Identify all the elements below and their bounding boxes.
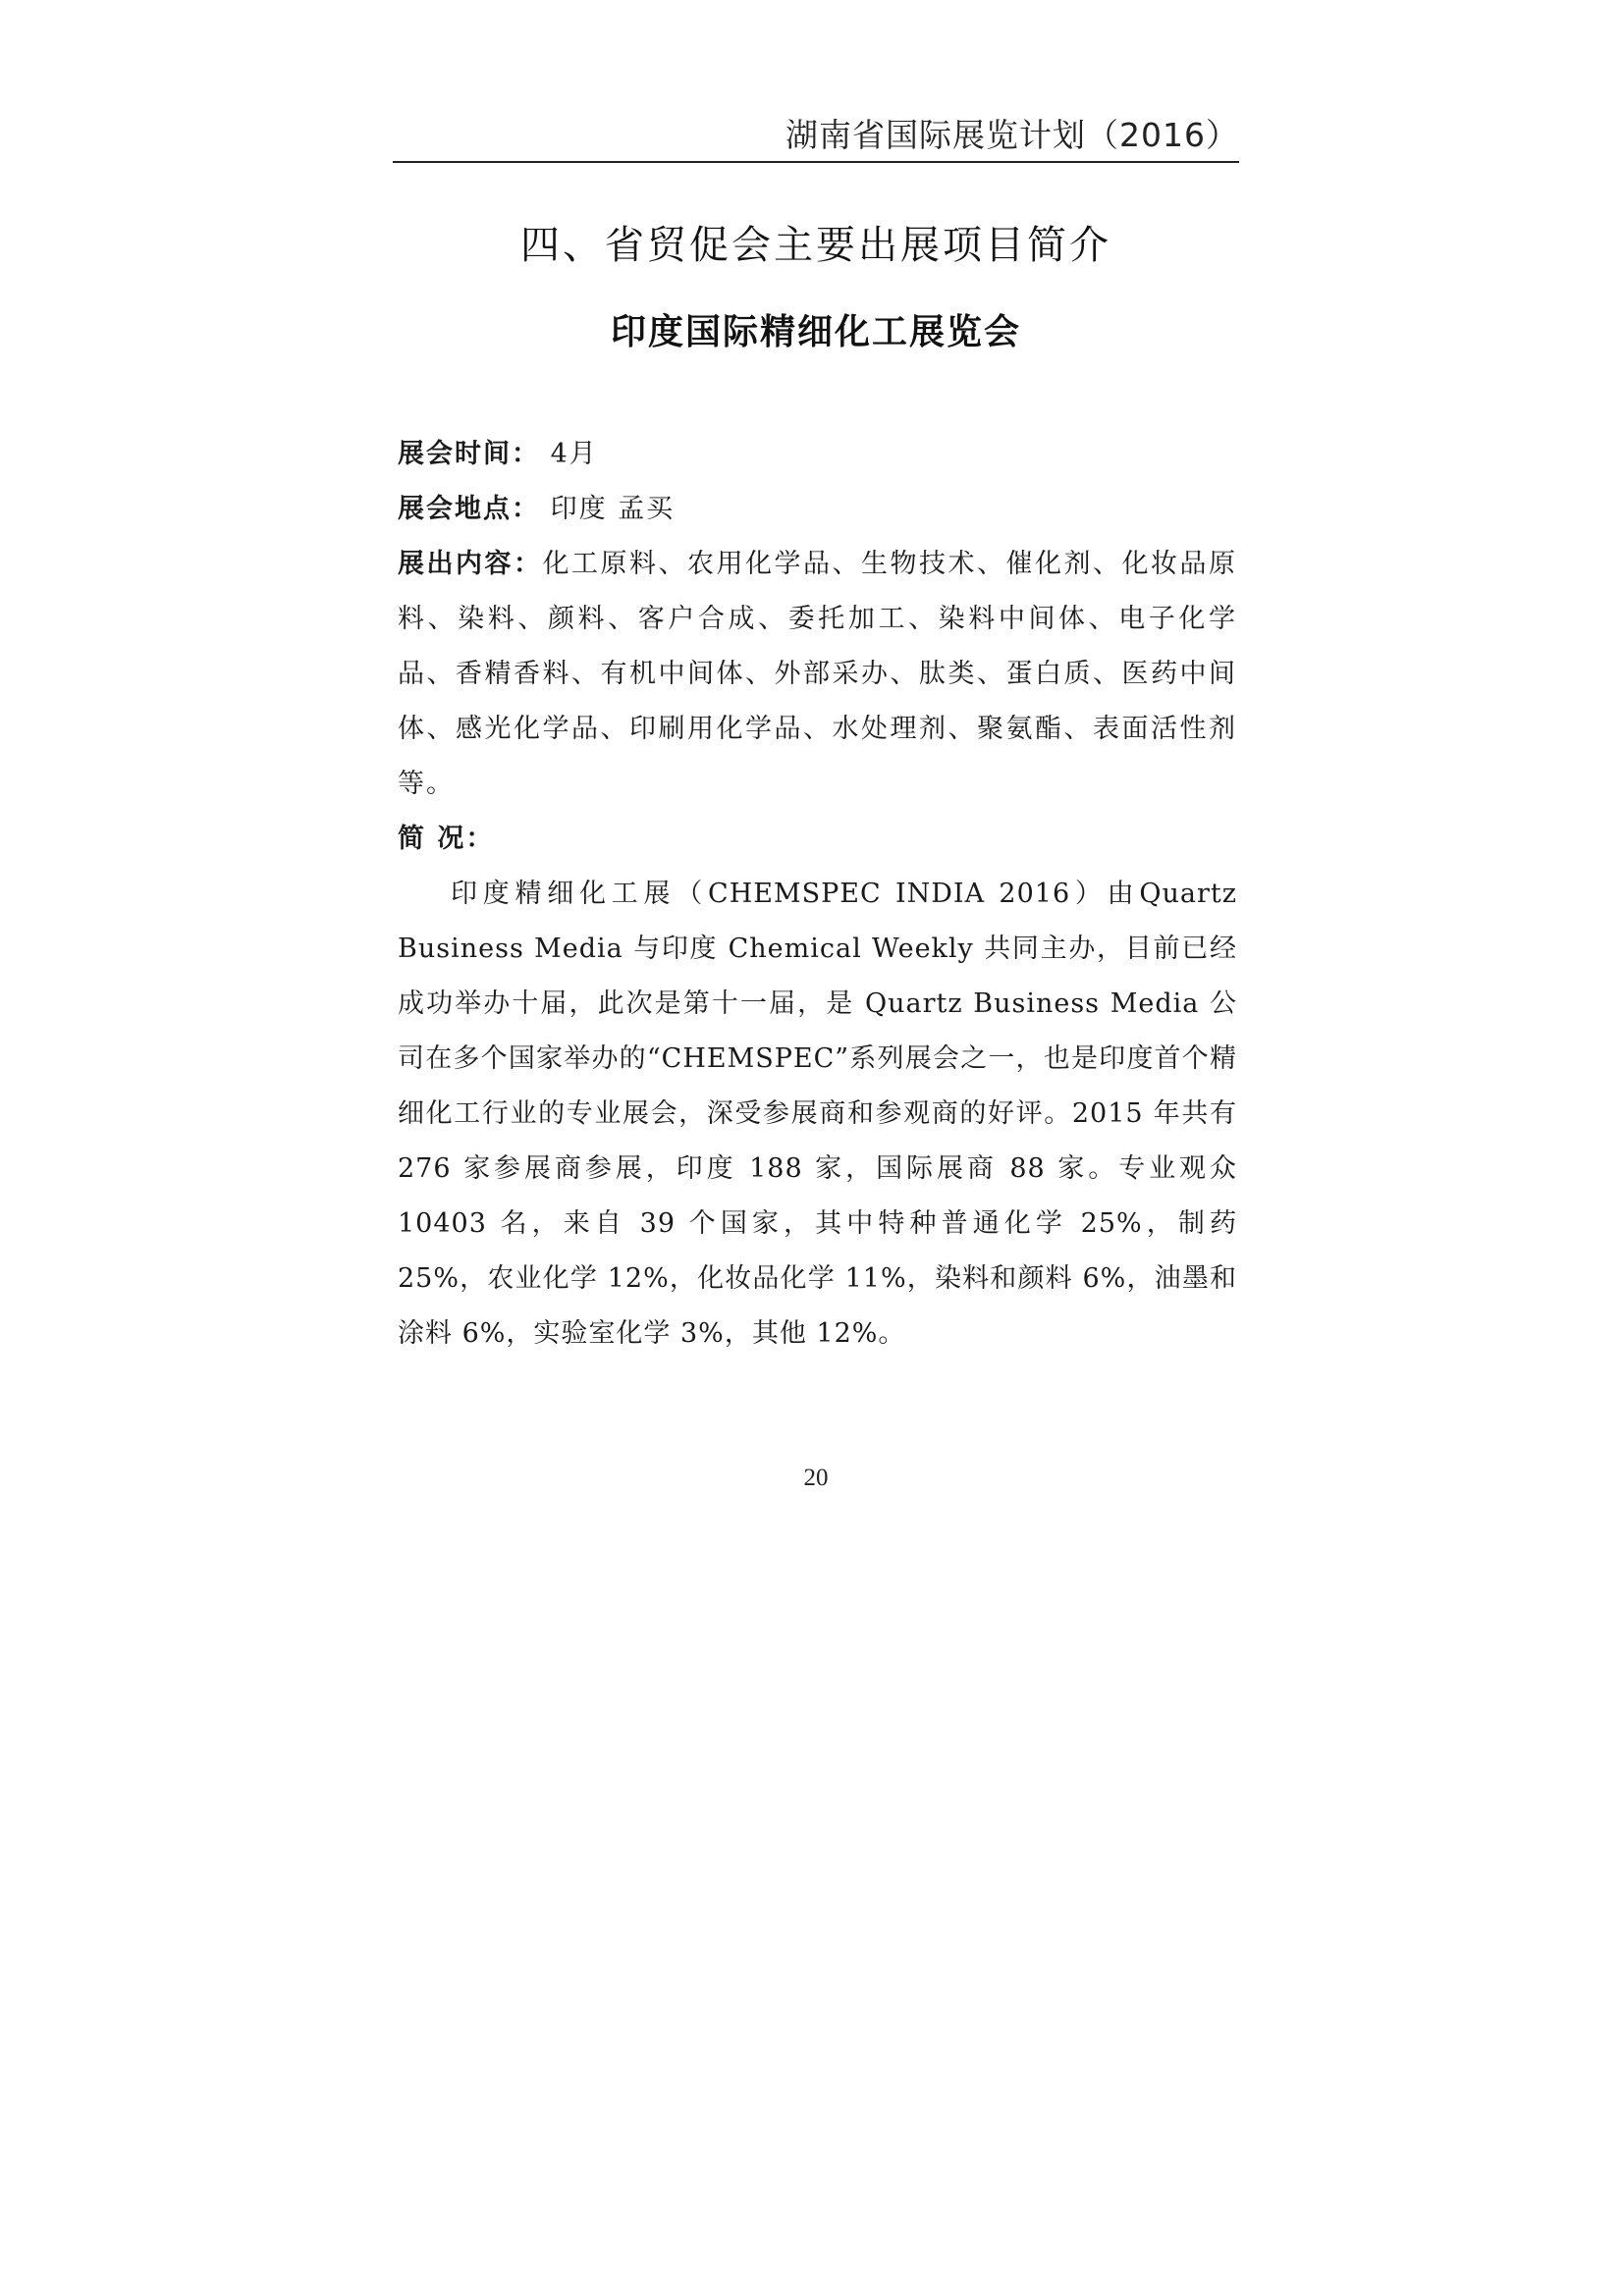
exhibition-details xyxy=(398,427,1237,1362)
section-title: 四、省贸促会主要出展项目简介 xyxy=(520,223,1111,268)
exhibition-overview-label: 简 况： xyxy=(398,824,495,854)
exhibition-title: 印度国际精细化工展览会 xyxy=(610,312,1021,352)
exhibition-contents-label: 展出内容： xyxy=(398,549,543,579)
page-number: 20 xyxy=(803,1465,829,1491)
exhibition-contents xyxy=(398,537,1237,812)
exhibition-location-value: 印度 孟买 xyxy=(550,494,676,524)
exhibition-time-label: 展会时间： xyxy=(398,439,540,469)
exhibition-overview-paragraph: 印度精细化工展（CHEMSPEC INDIA 2016）由Quartz Business Media 与印度 Chemical Weekly 共同主办，目前已经成功举办十届，此次是第十一届，是 Quartz Business Media 公司在多个国家举办的“CHEMSPEC”系列展会之一，也是印度首个精细化工行业的专业展会，深受参展商和参观商的好评。2015 年共有 276 家参展商参展，印度 188 家，国际展商 88 家。专业观众 10403 名，来自 39 个国家，其中特种普通化学 25%，制药 25%，农业化学 12%，化妆品化学 11%，染料和颜料 6%，油墨和涂料 6%，实验室化学 3%，其他 12%。 xyxy=(398,879,1237,1349)
exhibition-time-value: 4月 xyxy=(550,439,598,469)
exhibition-time xyxy=(398,427,1237,482)
exhibition-contents-value: 化工原料、农用化学品、生物技术、催化剂、化妆品原料、染料、颜料、客户合成、委托加工、染料中间体、电子化学品、香精香料、有机中间体、外部采办、肽类、蛋白质、医药中间体、感光化学品、印刷用化学品、水处理剂、聚氨酯、表面活性剂等。 xyxy=(398,549,1237,799)
exhibition-overview-heading xyxy=(398,812,1237,867)
running-header: 湖南省国际展览计划（2016） xyxy=(785,116,1239,154)
exhibition-location xyxy=(398,482,1237,537)
header-rule xyxy=(393,161,1239,163)
exhibition-location-label: 展会地点： xyxy=(398,494,540,524)
